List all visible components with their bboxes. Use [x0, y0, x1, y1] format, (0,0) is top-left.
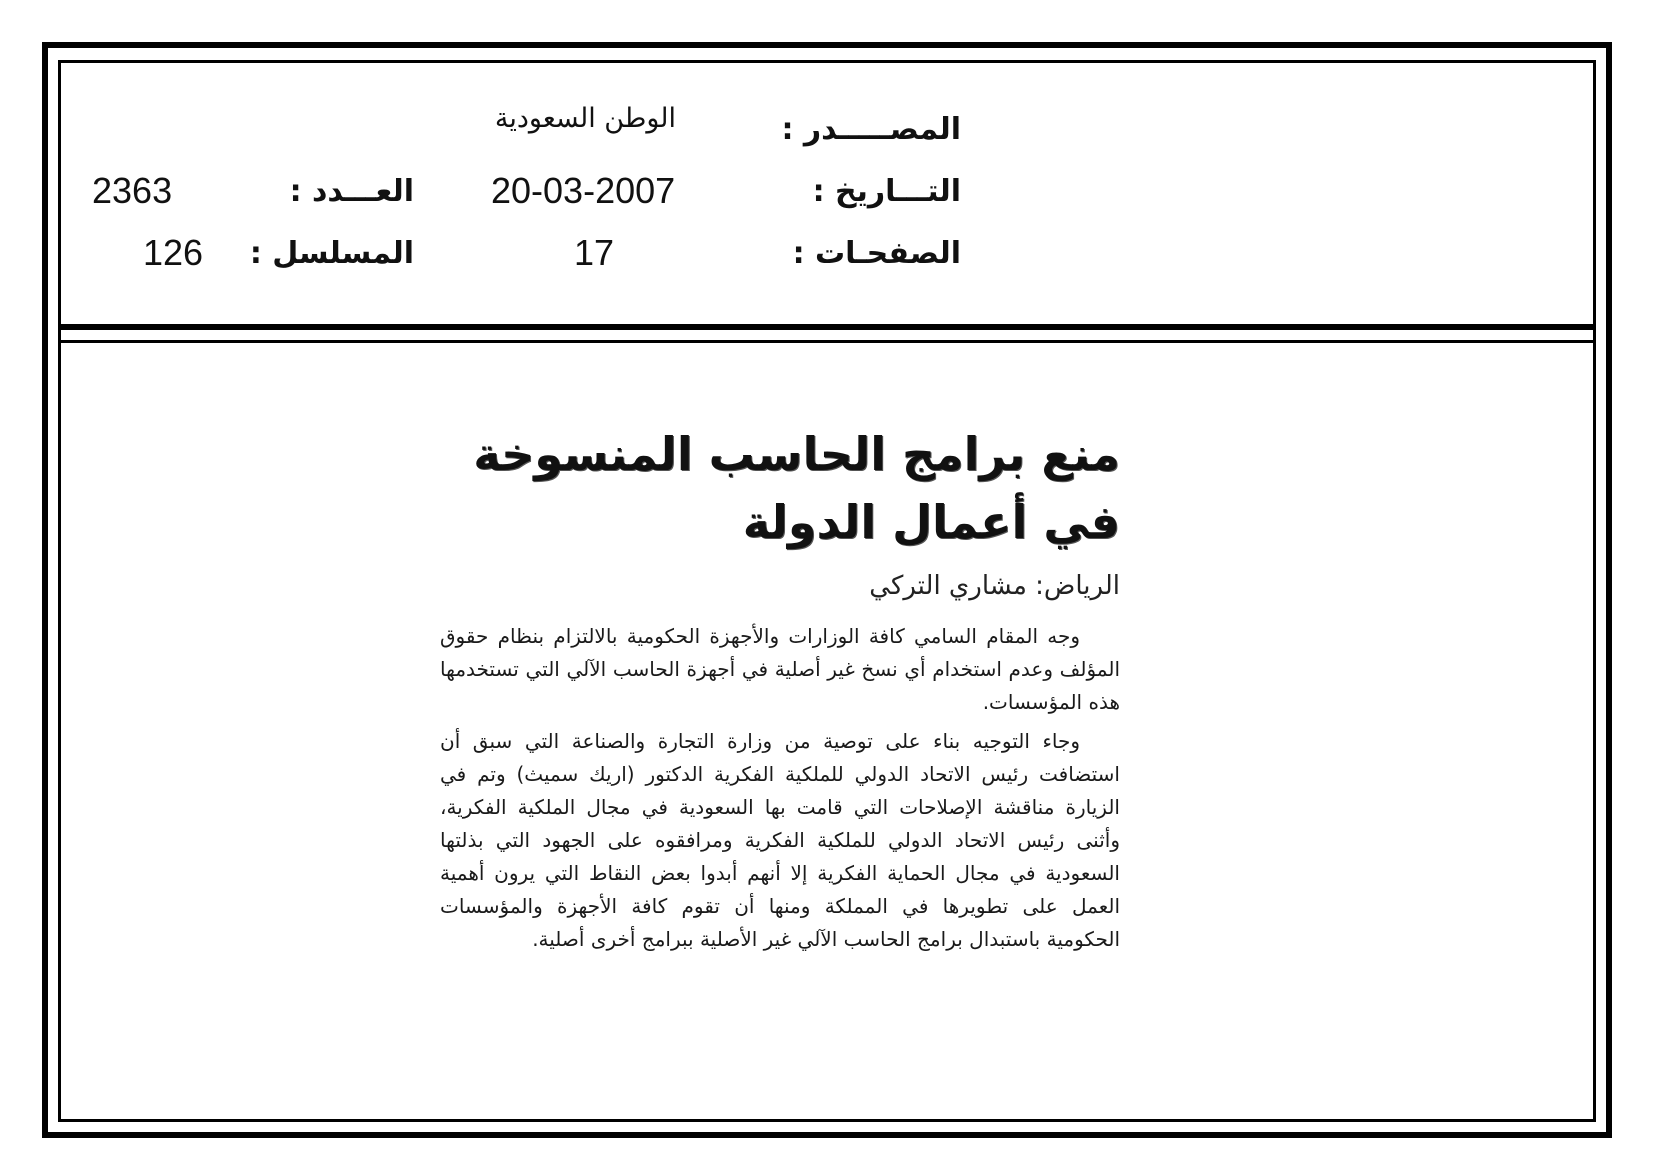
header-divider-thin: [58, 340, 1596, 343]
date-label: التـــاريخ :: [812, 174, 961, 209]
issue-label: العـــدد :: [289, 174, 414, 209]
header-divider-thick: [58, 324, 1596, 330]
serial-label: المسلسل :: [249, 236, 414, 271]
source-label: المصـــــدر :: [781, 112, 961, 147]
article-paragraph: وجه المقام السامي كافة الوزارات والأجهزة الحكومية بالالتزام بنظام حقوق المؤلف وعدم استخدام أي نسخ غير أصلية في أجهزة الحاسب الآلي التي تستخدمها هذه المؤسسات.: [440, 624, 1120, 714]
article-headline: منع برامج الحاسب المنسوخة في أعمال الدولة: [473, 427, 1120, 549]
source-value: الوطن السعودية: [494, 103, 676, 134]
date-value: 20-03-2007: [491, 170, 676, 211]
pages-value: 17: [574, 232, 615, 273]
article-byline: الرياض: مشاري التركي: [869, 571, 1120, 601]
issue-value: 2363: [92, 170, 173, 211]
article-paragraph: وجاء التوجيه بناء على توصية من وزارة التجارة والصناعة التي سبق أن استضافت رئيس الاتحاد الدولي للملكية الفكرية الدكتور (اريك سميث) وتم في الزيارة مناقشة الإصلاحات التي قامت بها السعودية في مجال الملكية الفكرية، وأثنى رئيس الاتحاد الدولي للملكية الفكرية ومرافقوه على الجهود التي بذلتها السعودية في مجال الحماية الفكرية إلا أنهم أبدوا بعض النقاط التي يرون أهمية العمل على تطويرها في المملكة ومنها أن تقوم كافة الأجهزة والمؤسسات الحكومية باستبدال برامج الحاسب الآلي غير الأصلية ببرامج أخرى أصلية.: [440, 729, 1120, 951]
pages-label: الصفحـات :: [792, 236, 961, 271]
serial-value: 126: [143, 232, 204, 273]
article-clipping: [440, 420, 1120, 962]
